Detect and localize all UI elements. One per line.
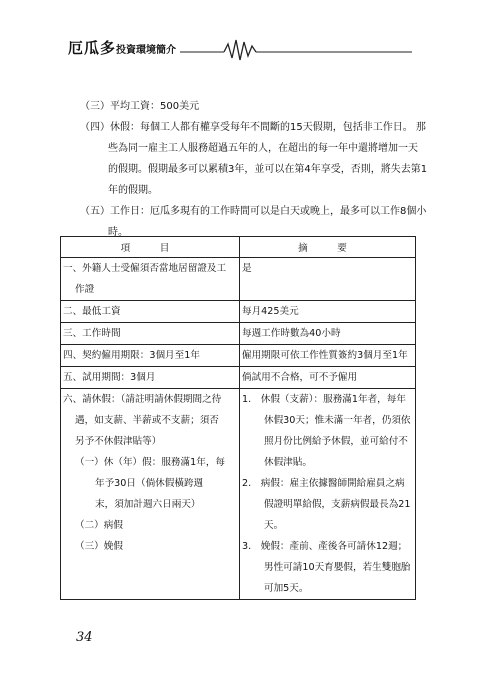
cell-line: 另予不休假津貼等）: [75, 436, 162, 447]
table-cell-item: 二、最低工資: [61, 301, 240, 323]
cell-line: 2. 病假：雇主依據醫師開給雇員之病: [242, 478, 405, 489]
labor-conditions-table: [60, 236, 416, 600]
paragraph-vacation: [80, 117, 427, 201]
cell-line: 1. 休假（支薪）：服務滿1年者，每年: [242, 394, 406, 405]
cell-line: 作證: [75, 284, 95, 295]
table-cell-item: 五、試用期間：3個月: [61, 367, 240, 389]
cell-line: 假證明單給假，支薪病假最長為21: [264, 499, 411, 510]
page-header: [0, 36, 480, 64]
column-header-item: 項 目: [61, 237, 240, 258]
paragraph-line: 時。: [108, 227, 128, 238]
table-row: [61, 301, 416, 323]
table-cell-summary: 每週工作時數為40小時: [240, 323, 416, 345]
cell-line: 是: [242, 263, 252, 274]
cell-line: 可加5天。: [264, 583, 309, 594]
table-cell-item: 三、工作時間: [61, 323, 240, 345]
cell-line: 休假津貼。: [264, 457, 312, 468]
cell-line: 照月份比例給予休假，並可給付不: [264, 436, 408, 447]
running-title: [68, 37, 176, 58]
header-wave-line-icon: [180, 36, 420, 62]
cell-line: （一）休（年）假：服務滿1年，每: [75, 457, 226, 468]
paragraph-line: 年的假期。: [108, 185, 158, 196]
running-title-main: 厄瓜多: [68, 39, 117, 57]
cell-line: 3. 娩假：產前、產後各可請休12週；: [242, 541, 408, 552]
table-row: [61, 323, 416, 345]
cell-line: 六、請休假：（請註明請休假期間之待: [63, 394, 222, 405]
cell-line: （二）病假: [75, 520, 123, 531]
cell-line: 天。: [264, 520, 284, 531]
table-row: [61, 367, 416, 389]
table-cell-summary: [240, 389, 416, 600]
table-cell-summary: 每月425美元: [240, 301, 416, 323]
table-cell-item: [61, 258, 240, 301]
running-title-sub: 投資環境簡介: [116, 45, 177, 56]
paragraph-line: 的假期。假期最多可以累積3年，並可以在第4年享受，否則，將失去第1: [108, 164, 428, 175]
column-header-summary: 摘 要: [240, 237, 416, 258]
table-row: [61, 345, 416, 367]
table-cell-item: [61, 389, 240, 600]
cell-line: 男性可請10天育嬰假，若生雙胞胎: [264, 562, 411, 573]
cell-line: 末，須加計週六日兩天）: [95, 499, 201, 510]
paragraph-line: （四）休假：每個工人都有權享受每年不間斷的15天假期，包括非工作日。 那: [80, 122, 426, 133]
paragraph-average-wage: [80, 96, 199, 117]
cell-line: （三）娩假: [75, 541, 123, 552]
page-number: 34: [76, 630, 93, 645]
cell-line: 休假30天；惟未滿一年者，仍須依: [264, 415, 411, 426]
cell-line: 遇，如支薪、半薪或不支薪；須否: [75, 415, 219, 426]
cell-line: 一、外籍人士受僱須否當地居留證及工: [63, 263, 227, 274]
table-cell-item: 四、契約僱用期限：3個月至1年: [61, 345, 240, 367]
table-row-leave: [61, 389, 416, 600]
paragraph-line: （三）平均工資：500美元: [80, 101, 200, 112]
table-cell-summary: 倘試用不合格，可不予僱用: [240, 367, 416, 389]
paragraph-line: 些為同一雇主工人服務超過五年的人，在超出的每一年中還將增加一天: [108, 143, 418, 154]
cell-line: 年予30日（倘休假橫跨週: [95, 478, 204, 489]
table-cell-summary: [240, 258, 416, 301]
paragraph-line: （五）工作日：厄瓜多現有的工作時間可以是白天或晚上，最多可以工作8個小: [80, 206, 427, 217]
table-cell-summary: 僱用期限可依工作性質簽約3個月至1年: [240, 345, 416, 367]
table-header-row: [61, 237, 416, 258]
table-row: [61, 258, 416, 301]
